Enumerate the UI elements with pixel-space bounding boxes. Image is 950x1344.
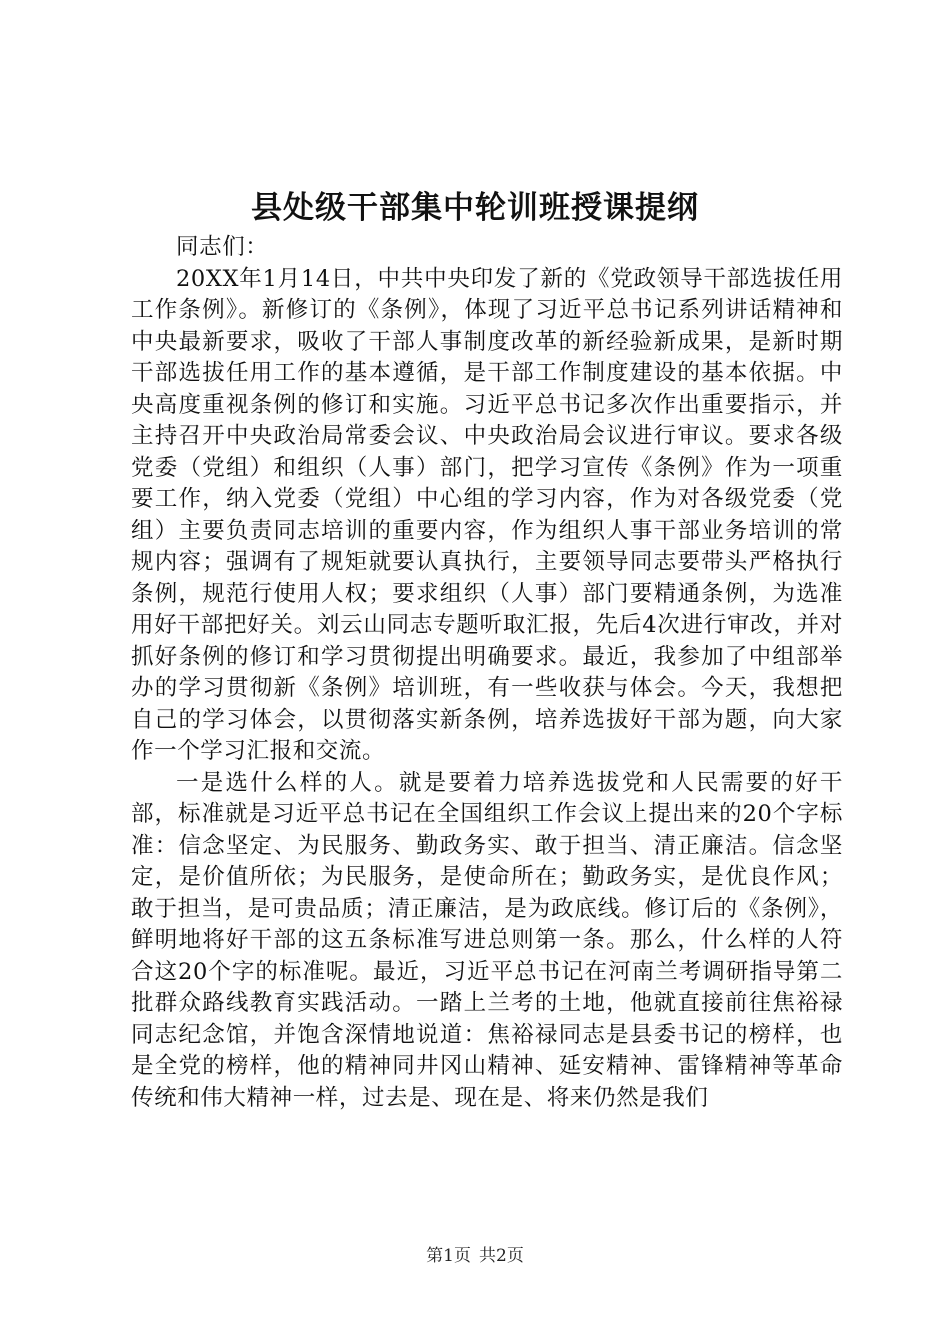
page-number-current: 第1页: [426, 1246, 471, 1266]
paragraph-1: 20XX年1月14日，中共中央印发了新的《党政领导干部选拔任用工作条例》。新修订的《条例》，体现了习近平总书记系列讲话精神和中央最新要求，吸收了干部人事制度改革的新经验新成果，是新时期干部选拔任用工作的基本遵循，是干部工作制度建设的基本依据。中央高度重视条例的修订和实施。习近平总书记多次作出重要指示，并主持召开中央政治局常委会议、中央政治局会议进行审议。要求各级党委（党组）和组织（人事）部门，把学习宣传《条例》作为一项重要工作，纳入党委（党组）中心组的学习内容，作为对各级党委（党组）主要负责同志培训的重要内容，作为组织人事干部业务培训的常规内容；强调有了规矩就要认真执行，主要领导同志要带头严格执行条例，规范行使用人权；要求组织（人事）部门要精通条例，为选准用好干部把好关。刘云山同志专题听取汇报，先后4次进行审改，并对抓好条例的修订和学习贯彻提出明确要求。最近，我参加了中组部举办的学习贯彻新《条例》培训班，有一些收获与体会。今天，我想把自己的学习体会，以贯彻落实新条例，培养选拔好干部为题，向大家作一个学习汇报和交流。: [131, 265, 843, 764]
page-number-total: 共2页: [479, 1246, 524, 1266]
paragraph-2: 一是选什么样的人。就是要着力培养选拔党和人民需要的好干部，标准就是习近平总书记在全国组织工作会议上提出来的20个字标准：信念坚定、为民服务、勤政务实、敢于担当、清正廉洁。信念坚定，是价值所依；为民服务，是使命所在；勤政务实，是优良作风；敢于担当，是可贵品质；清正廉洁，是为政底线。修订后的《条例》，鲜明地将好干部的这五条标准写进总则第一条。那么，什么样的人符合这20个字的标准呢。最近，习近平总书记在河南兰考调研指导第二批群众路线教育实践活动。一踏上兰考的土地，他就直接前往焦裕禄同志纪念馆，并饱含深情地说道：焦裕禄同志是县委书记的榜样，也是全党的榜样，他的精神同井冈山精神、延安精神、雷锋精神等革命传统和伟大精神一样，过去是、现在是、将来仍然是我们: [131, 769, 843, 1111]
page-footer: [0, 1244, 950, 1268]
document-body: [131, 232, 843, 1114]
greeting: 同志们：: [176, 234, 269, 260]
document-title: 县处级干部集中轮训班授课提纲: [251, 190, 699, 226]
